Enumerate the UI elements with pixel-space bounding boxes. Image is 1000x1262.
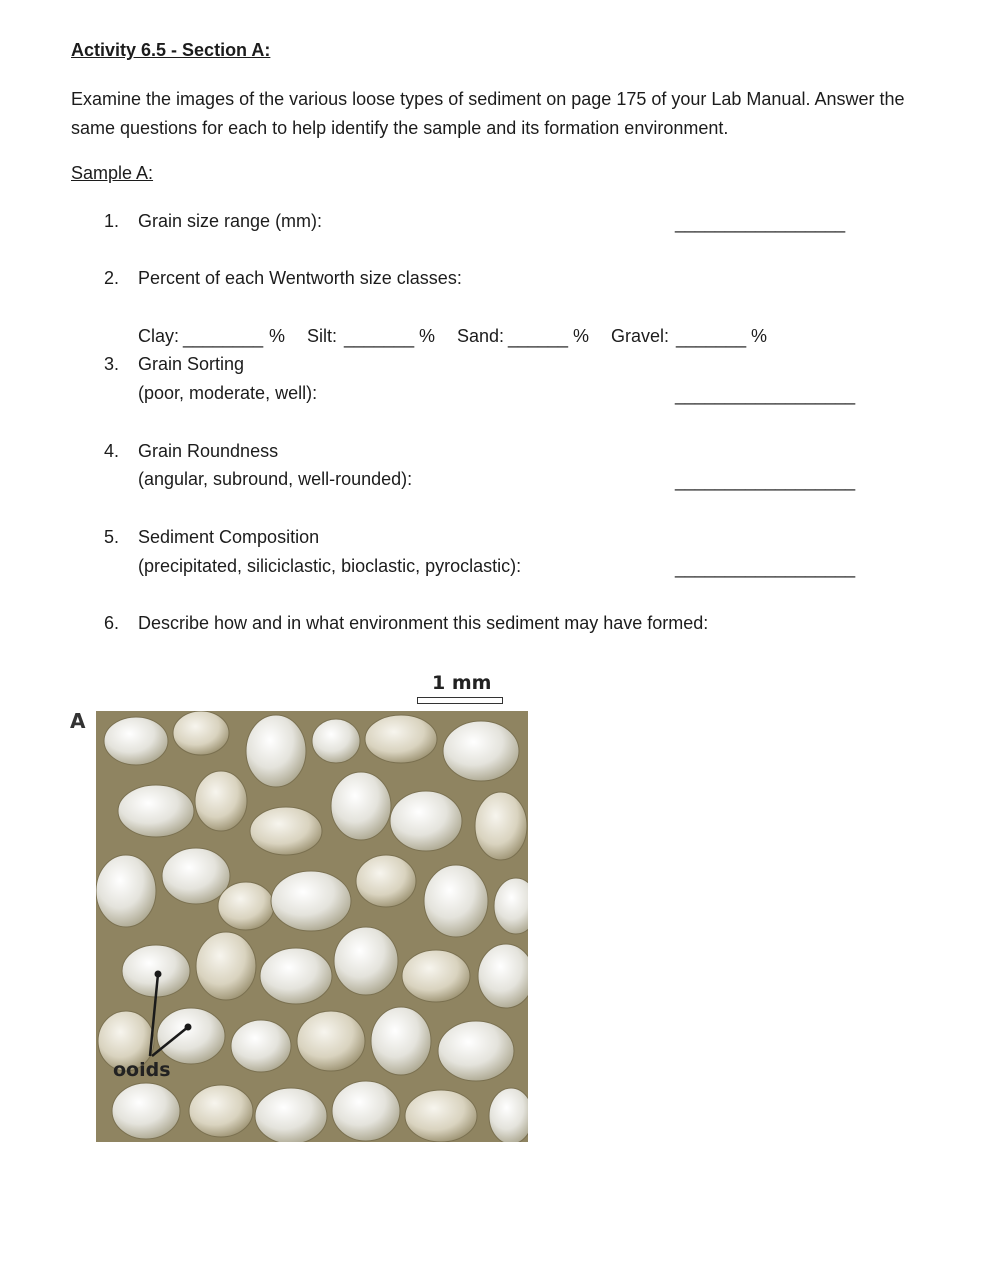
question-5-label: Sediment Composition bbox=[138, 527, 320, 547]
silt-blank[interactable]: _______ bbox=[344, 328, 415, 348]
question-3-label: Grain Sorting bbox=[138, 354, 245, 374]
question-5-number: 5. bbox=[104, 527, 120, 547]
intro-paragraph: Examine the images of the various loose types of sediment on page 175 of your Lab Manual. Answer the same questions for each to help identify the sample and its formation environment. bbox=[71, 89, 905, 138]
question-6-label: Describe how and in what environment this sediment may have formed: bbox=[138, 613, 709, 633]
gravel-percent: % bbox=[751, 326, 768, 346]
scale-bar bbox=[417, 697, 503, 704]
figure-panel-letter: A bbox=[70, 709, 86, 733]
activity-heading: Activity 6.5 - Section A: bbox=[71, 40, 271, 60]
clay-blank[interactable]: ________ bbox=[183, 328, 264, 348]
question-4-options: (angular, subround, well-rounded): bbox=[138, 469, 413, 489]
question-3-number: 3. bbox=[104, 354, 120, 374]
question-1-number: 1. bbox=[104, 211, 120, 231]
question-4-answer-blank[interactable]: __________________ bbox=[675, 471, 856, 491]
question-5-answer-blank[interactable]: __________________ bbox=[675, 558, 856, 578]
question-3-options: (poor, moderate, well): bbox=[138, 383, 318, 403]
question-1-label: Grain size range (mm): bbox=[138, 211, 323, 231]
silt-percent: % bbox=[419, 326, 436, 346]
clay-percent: % bbox=[269, 326, 286, 346]
silt-label: Silt: bbox=[307, 326, 338, 346]
question-3-answer-blank[interactable]: __________________ bbox=[675, 385, 856, 405]
gravel-blank[interactable]: _______ bbox=[676, 328, 747, 348]
question-5-options: (precipitated, siliciclastic, bioclastic, pyroclastic): bbox=[138, 556, 522, 576]
sample-heading: Sample A: bbox=[71, 163, 154, 183]
question-2-number: 2. bbox=[104, 268, 120, 288]
sand-blank[interactable]: ______ bbox=[508, 328, 569, 348]
question-2-label: Percent of each Wentworth size classes: bbox=[138, 268, 462, 288]
question-1-answer-blank[interactable]: _________________ bbox=[675, 213, 846, 233]
question-4-label: Grain Roundness bbox=[138, 441, 279, 461]
question-4-number: 4. bbox=[104, 441, 120, 461]
ooids-annotation: ooids bbox=[113, 1059, 171, 1081]
clay-label: Clay: bbox=[138, 326, 180, 346]
gravel-label: Gravel: bbox=[611, 326, 670, 346]
sand-label: Sand: bbox=[457, 326, 505, 346]
scale-bar-label: 1 mm bbox=[432, 672, 492, 694]
question-6-number: 6. bbox=[104, 613, 120, 633]
sand-percent: % bbox=[573, 326, 590, 346]
